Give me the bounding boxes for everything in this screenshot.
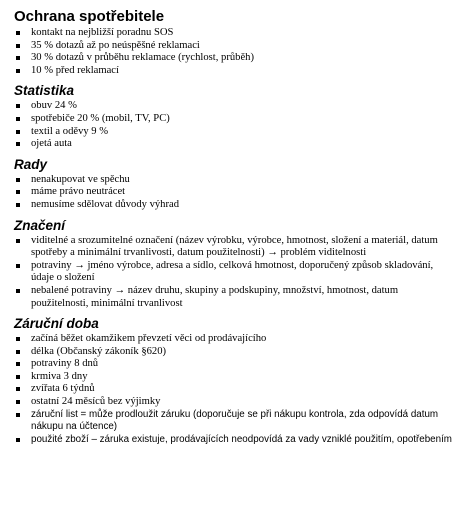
list-rady	[14, 174, 455, 212]
list-item: použité zboží – záruka existuje, prodávajících neodpovídá za vady vzniklé použitím, opotřebením	[14, 434, 455, 447]
list-item: délka (Občanský zákoník §620)	[14, 346, 455, 359]
list-item: potraviny → jméno výrobce, adresa a sídlo, celková hmotnost, doporučený způsob skladování, údaje o složení	[14, 260, 455, 285]
bullet-icon	[16, 387, 20, 391]
bullet-icon	[16, 31, 20, 35]
list-ochrana-spotrebitele	[14, 27, 455, 77]
list-item: potraviny 8 dnů	[14, 358, 455, 371]
bullet-icon	[16, 337, 20, 341]
list-znaceni	[14, 235, 455, 311]
bullet-icon	[16, 190, 20, 194]
list-zarucni-doba	[14, 333, 455, 409]
bullet-icon	[16, 203, 20, 207]
bullet-icon	[16, 69, 20, 73]
bullet-icon	[16, 413, 20, 417]
bullet-icon	[16, 178, 20, 182]
list-item: máme právo neutrácet	[14, 186, 455, 199]
list-item: nebalené potraviny → název druhu, skupiny a podskupiny, množství, hmotnost, datum použitelnosti, minimální trvanlivost	[14, 285, 455, 310]
bullet-icon	[16, 239, 20, 243]
bullet-icon	[16, 104, 20, 108]
list-item: spotřebiče 20 % (mobil, TV, PC)	[14, 113, 455, 126]
list-item: obuv 24 %	[14, 100, 455, 113]
list-statistika	[14, 100, 455, 150]
bullet-icon	[16, 362, 20, 366]
bullet-icon	[16, 289, 20, 293]
bullet-icon	[16, 142, 20, 146]
list-zarucni-doba-extra	[14, 409, 455, 447]
bullet-icon	[16, 438, 20, 442]
list-item: kontakt na nejbližší poradnu SOS	[14, 27, 455, 40]
list-item: záruční list = může prodloužit záruku (doporučuje se při nákupu kontrola, zda odpovídá datum nákupu na účtence)	[14, 409, 455, 434]
list-item: krmiva 3 dny	[14, 371, 455, 384]
section-title-rady: Rady	[14, 156, 48, 172]
list-item: nemusíme sdělovat důvody výhrad	[14, 199, 455, 212]
list-item: 10 % před reklamací	[14, 65, 455, 78]
list-item: ostatní 24 měsíců bez výjimky	[14, 396, 455, 409]
document-title: Ochrana spotřebitele	[14, 8, 165, 25]
list-item: zvířata 6 týdnů	[14, 383, 455, 396]
bullet-icon	[16, 56, 20, 60]
bullet-icon	[16, 350, 20, 354]
list-item: textil a oděvy 9 %	[14, 126, 455, 139]
list-item: viditelné a srozumitelné označení (název výrobku, výrobce, hmotnost, složení a materiál, datum spotřeby a minimální trvanlivosti, datum použitelnosti) → problém viditelnosti	[14, 235, 455, 260]
section-title-statistika: Statistika	[14, 83, 75, 99]
bullet-icon	[16, 117, 20, 121]
list-item: 30 % dotazů v průběhu reklamace (rychlost, průběh)	[14, 52, 455, 65]
list-item: ojetá auta	[14, 138, 455, 151]
list-item: začíná běžet okamžikem převzetí věci od prodávajícího	[14, 333, 455, 346]
bullet-icon	[16, 130, 20, 134]
section-title-zarucni-doba: Záruční doba	[14, 316, 99, 332]
list-item: nenakupovat ve spěchu	[14, 174, 455, 187]
bullet-icon	[16, 400, 20, 404]
list-item: 35 % dotazů až po neúspěšné reklamaci	[14, 40, 455, 53]
bullet-icon	[16, 264, 20, 268]
bullet-icon	[16, 375, 20, 379]
section-title-znaceni: Značení	[14, 217, 66, 233]
bullet-icon	[16, 44, 20, 48]
